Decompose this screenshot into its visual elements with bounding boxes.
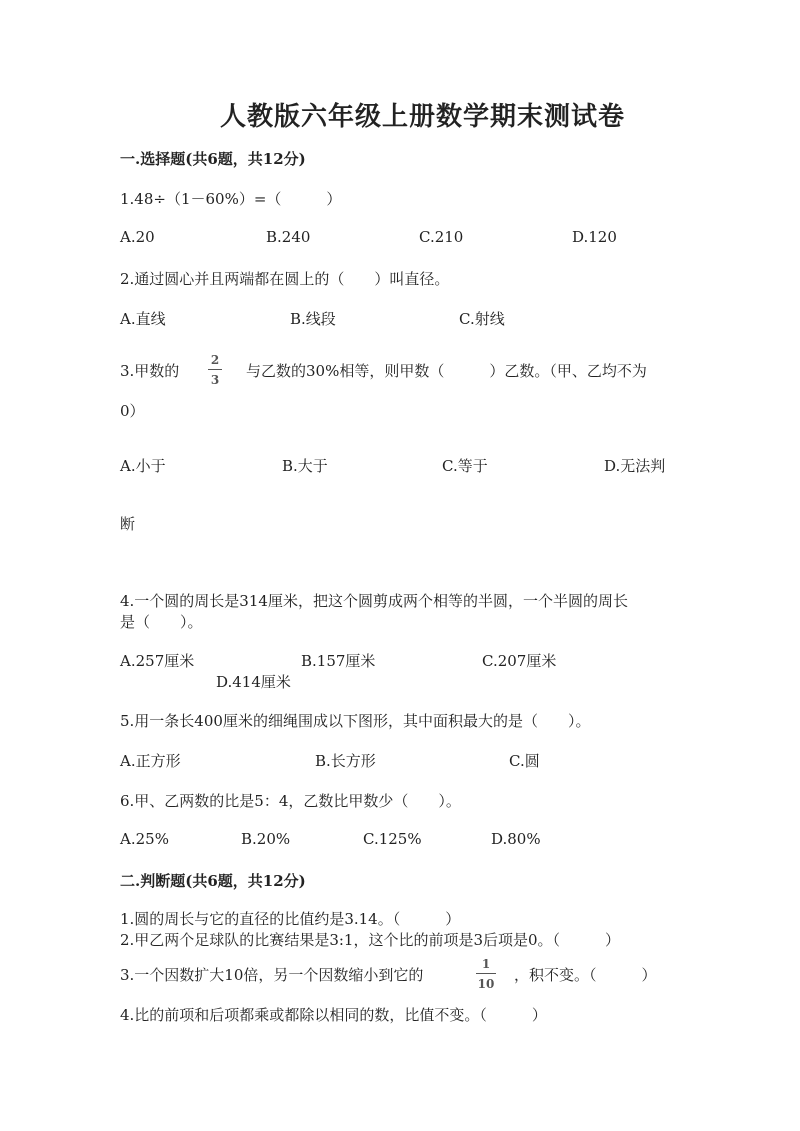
question-4-option-b[interactable]: B.157厘米 xyxy=(301,652,376,670)
section-heading-judgement: 二.判断题(共6题，共12分) xyxy=(120,872,306,890)
question-2-stem: 2.通过圆心并且两端都在圆上的（ ）叫直径。 xyxy=(120,270,450,288)
question-1-option-c[interactable]: C.210 xyxy=(419,228,464,246)
fraction-numerator: 1 xyxy=(481,957,491,971)
question-4-option-a[interactable]: A.257厘米 xyxy=(120,652,195,670)
question-4-stem-line2: 是（ ）。 xyxy=(120,613,203,631)
question-6-option-a[interactable]: A.25% xyxy=(120,830,169,848)
question-2-option-b[interactable]: B.线段 xyxy=(290,310,336,328)
judgement-2: 2.甲乙两个足球队的比赛结果是3:1，这个比的前项是3后项是0。（ ） xyxy=(120,931,621,949)
fraction-denominator: 3 xyxy=(210,373,220,387)
question-3-stem-line2: 0） xyxy=(120,402,145,420)
judgement-4: 4.比的前项和后项都乘或都除以相同的数，比值不变。（ ） xyxy=(120,1006,547,1024)
question-3-stem-suffix: 与乙数的30%相等，则甲数（ ）乙数。（甲、乙均不为 xyxy=(246,362,647,380)
question-3-option-c[interactable]: C.等于 xyxy=(442,457,488,475)
page-title: 人教版六年级上册数学期末测试卷 xyxy=(220,102,626,132)
fraction-bar xyxy=(208,369,222,370)
question-3-option-a[interactable]: A.小于 xyxy=(120,457,166,475)
section-heading-choice: 一.选择题(共6题，共12分) xyxy=(120,150,306,168)
question-5-option-b[interactable]: B.长方形 xyxy=(315,752,376,770)
fraction-bar xyxy=(476,973,496,974)
question-2-option-c[interactable]: C.射线 xyxy=(459,310,505,328)
question-5-stem: 5.用一条长400厘米的细绳围成以下图形，其中面积最大的是（ ）。 xyxy=(120,712,591,730)
judgement-3-prefix: 3.一个因数扩大10倍，另一个因数缩小到它的 xyxy=(120,966,424,984)
judgement-1: 1.圆的周长与它的直径的比值约是3.14。（ ） xyxy=(120,910,461,928)
question-3-fraction xyxy=(208,354,222,386)
question-6-stem: 6.甲、乙两数的比是5：4，乙数比甲数少（ ）。 xyxy=(120,792,461,810)
question-3-option-d-wrap: 断 xyxy=(120,515,136,533)
judgement-3-suffix: ，积不变。（ ） xyxy=(514,966,657,984)
question-2-option-a[interactable]: A.直线 xyxy=(120,310,166,328)
question-3-option-d[interactable]: D.无法判 xyxy=(604,457,666,475)
question-3-stem-prefix: 3.甲数的 xyxy=(120,362,180,380)
question-1-option-a[interactable]: A.20 xyxy=(120,228,155,246)
question-1-stem: 1.48÷（1－60%）=（ ） xyxy=(120,190,342,208)
question-4-option-d[interactable]: D.414厘米 xyxy=(216,673,291,691)
question-4-option-c[interactable]: C.207厘米 xyxy=(482,652,557,670)
question-3-option-b[interactable]: B.大于 xyxy=(282,457,328,475)
question-4-stem-line1: 4.一个圆的周长是314厘米，把这个圆剪成两个相等的半圆，一个半圆的周长 xyxy=(120,592,628,610)
question-5-option-a[interactable]: A.正方形 xyxy=(120,752,181,770)
question-1-option-b[interactable]: B.240 xyxy=(266,228,311,246)
fraction-numerator: 2 xyxy=(210,353,220,367)
question-6-option-c[interactable]: C.125% xyxy=(363,830,422,848)
fraction-denominator: 10 xyxy=(477,977,495,991)
judgement-3-fraction xyxy=(476,958,496,990)
question-6-option-d[interactable]: D.80% xyxy=(491,830,541,848)
question-5-option-c[interactable]: C.圆 xyxy=(509,752,540,770)
question-1-option-d[interactable]: D.120 xyxy=(572,228,617,246)
question-6-option-b[interactable]: B.20% xyxy=(241,830,291,848)
